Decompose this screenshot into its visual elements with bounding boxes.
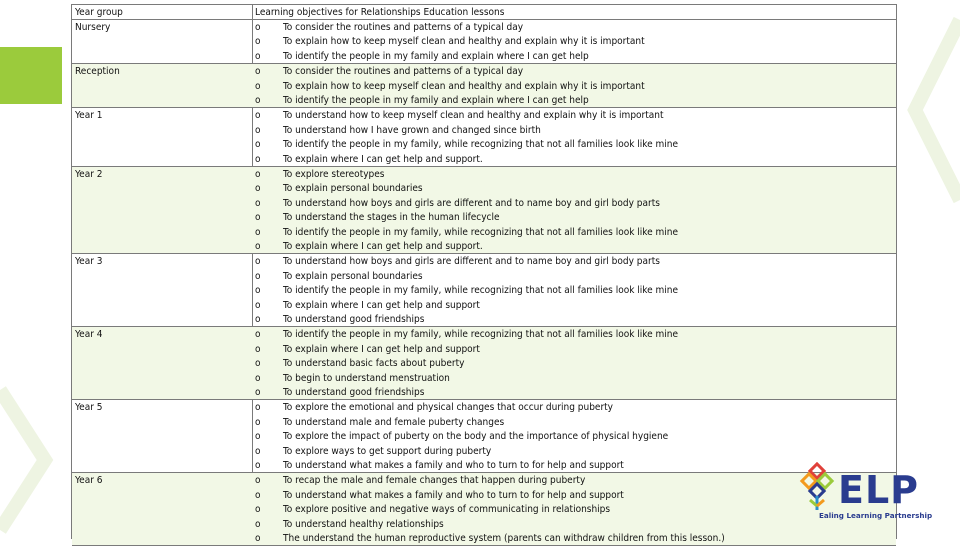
- objective-text: To explain where I can get help and support: [283, 299, 480, 311]
- objective-text: To explore the impact of puberty on the body and the importance of physical hygiene: [283, 431, 669, 443]
- bullet-marker: o: [255, 343, 261, 355]
- bullet-marker: o: [255, 285, 261, 297]
- objective-item: [255, 299, 896, 313]
- bullet-marker: o: [255, 329, 261, 341]
- objective-item: [255, 21, 896, 35]
- table-row: [72, 108, 896, 167]
- bullet-marker: o: [255, 299, 261, 311]
- objective-item: [255, 357, 896, 371]
- objective-text: To explain where I can get help and support.: [283, 153, 483, 165]
- objective-text: To explain personal boundaries: [283, 270, 423, 282]
- bullet-marker: o: [255, 80, 261, 92]
- elp-letters: ELP: [838, 468, 920, 512]
- objective-text: The understand the human reproductive system (parents can withdraw children from this lesson.): [283, 532, 725, 544]
- objective-text: To explore ways to get support during puberty: [283, 445, 492, 457]
- bullet-marker: o: [255, 94, 261, 106]
- objective-item: [255, 138, 896, 152]
- table-row: [72, 167, 896, 254]
- objective-text: To identify the people in my family and explain where I can get help: [283, 50, 589, 62]
- table-row: [72, 254, 896, 327]
- objective-text: To identify the people in my family, while recognizing that not all families look like mine: [283, 329, 679, 341]
- bullet-marker: o: [255, 386, 261, 398]
- header-year-group: Year group: [75, 7, 123, 18]
- year-group-label: Year 5: [75, 402, 103, 414]
- bullet-marker: o: [255, 270, 261, 282]
- objective-text: To understand good friendships: [283, 313, 425, 325]
- objective-item: [255, 197, 896, 211]
- bullet-marker: o: [255, 459, 261, 471]
- objective-text: To understand what makes a family and who to turn to for help and support: [283, 489, 624, 501]
- year-group-label: Year 3: [75, 256, 103, 268]
- objective-text: To explore positive and negative ways of communicating in relationships: [283, 504, 611, 516]
- bullet-marker: o: [255, 183, 261, 195]
- elp-logo: [798, 462, 943, 522]
- objective-text: To identify the people in my family, while recognizing that not all families look like mine: [283, 285, 679, 297]
- objective-item: [255, 50, 896, 64]
- objective-text: To recap the male and female changes that happen during puberty: [283, 475, 586, 487]
- objective-text: To identify the people in my family, while recognizing that not all families look like mine: [283, 139, 679, 151]
- bullet-marker: o: [255, 50, 261, 62]
- objective-text: To explain personal boundaries: [283, 183, 423, 195]
- year-group-label: Year 2: [75, 169, 103, 180]
- bullet-marker: o: [255, 358, 261, 370]
- table-header-row: [72, 5, 896, 20]
- bullet-marker: o: [255, 240, 261, 252]
- objective-text: To understand how boys and girls are different and to name boy and girl body parts: [283, 256, 660, 268]
- objective-item: [255, 328, 896, 342]
- objective-text: To understand the stages in the human lifecycle: [283, 212, 500, 224]
- objective-text: To understand what makes a family and who to turn to for help and support: [283, 459, 624, 471]
- bullet-marker: o: [255, 256, 261, 268]
- objective-item: [255, 386, 896, 400]
- objective-text: To identify the people in my family, while recognizing that not all families look like mine: [283, 226, 679, 238]
- bullet-marker: o: [255, 313, 261, 325]
- objective-item: [255, 35, 896, 49]
- bullet-marker: o: [255, 431, 261, 443]
- objective-item: [255, 240, 896, 254]
- green-accent-square: [0, 47, 62, 104]
- objective-item: [255, 255, 896, 269]
- objective-text: To explain where I can get help and support: [283, 343, 480, 355]
- objective-item: [255, 182, 896, 196]
- objective-list: [255, 255, 896, 327]
- objective-item: [255, 211, 896, 225]
- objective-text: To understand good friendships: [283, 386, 425, 398]
- bullet-marker: o: [255, 475, 261, 487]
- objective-list: [255, 168, 896, 254]
- year-group-label: Nursery: [75, 22, 111, 33]
- header-learning-objectives: Learning objectives for Relationships Education lessons: [255, 7, 505, 18]
- bullet-marker: o: [255, 212, 261, 224]
- objective-text: To consider the routines and patterns of a typical day: [283, 22, 524, 33]
- bullet-marker: o: [255, 504, 261, 516]
- objective-item: [255, 532, 896, 546]
- objective-item: [255, 284, 896, 298]
- objective-text: To begin to understand menstruation: [283, 372, 450, 384]
- objective-item: [255, 430, 896, 444]
- bullet-marker: o: [255, 124, 261, 136]
- objective-item: [255, 226, 896, 240]
- objective-text: To explain how to keep myself clean and healthy and explain why it is important: [283, 36, 645, 48]
- table-row: [72, 327, 896, 400]
- bullet-marker: o: [255, 169, 261, 180]
- objective-item: [255, 80, 896, 94]
- bullet-marker: o: [255, 489, 261, 501]
- table-row: [72, 64, 896, 108]
- bullet-marker: o: [255, 416, 261, 428]
- objective-text: To explore stereotypes: [283, 169, 385, 180]
- objective-text: To identify the people in my family and explain where I can get help: [283, 94, 589, 106]
- background-chevron-left: [0, 380, 60, 540]
- objective-item: [255, 65, 896, 79]
- objective-list: [255, 109, 896, 167]
- objective-item: [255, 270, 896, 284]
- objective-item: [255, 124, 896, 138]
- bullet-marker: o: [255, 36, 261, 48]
- objective-list: [255, 21, 896, 64]
- background-chevron-right: [900, 0, 960, 220]
- objective-text: To understand how to keep myself clean and healthy and explain why it is important: [283, 110, 664, 122]
- elp-knot-icon: [798, 462, 840, 512]
- objective-item: [255, 94, 896, 108]
- objective-item: [255, 109, 896, 123]
- bullet-marker: o: [255, 22, 261, 33]
- table-row: [72, 20, 896, 64]
- bullet-marker: o: [255, 226, 261, 238]
- bullet-marker: o: [255, 445, 261, 457]
- year-group-label: Reception: [75, 66, 120, 78]
- bullet-marker: o: [255, 518, 261, 530]
- objective-item: [255, 445, 896, 459]
- objective-list: [255, 328, 896, 400]
- table-row: [72, 400, 896, 473]
- objective-item: [255, 343, 896, 357]
- objective-text: To consider the routines and patterns of a typical day: [283, 66, 524, 78]
- objective-text: To explore the emotional and physical changes that occur during puberty: [283, 402, 614, 414]
- objective-item: [255, 401, 896, 415]
- year-group-label: Year 4: [75, 329, 103, 341]
- bullet-marker: o: [255, 66, 261, 78]
- bullet-marker: o: [255, 402, 261, 414]
- bullet-marker: o: [255, 532, 261, 544]
- objective-item: [255, 416, 896, 430]
- objective-item: [255, 372, 896, 386]
- objective-text: To understand how I have grown and changed since birth: [283, 124, 541, 136]
- table-row: [72, 473, 896, 546]
- objective-text: To understand how boys and girls are different and to name boy and girl body parts: [283, 197, 660, 209]
- objective-text: To understand healthy relationships: [283, 518, 444, 530]
- objective-item: [255, 168, 896, 182]
- bullet-marker: o: [255, 153, 261, 165]
- objective-text: To understand male and female puberty changes: [283, 416, 505, 428]
- objective-text: To explain how to keep myself clean and healthy and explain why it is important: [283, 80, 645, 92]
- objective-text: To explain where I can get help and support.: [283, 240, 483, 252]
- bullet-marker: o: [255, 110, 261, 122]
- elp-subtitle: Ealing Learning Partnership: [819, 511, 933, 520]
- bullet-marker: o: [255, 139, 261, 151]
- objective-list: [255, 65, 896, 108]
- year-group-label: Year 1: [75, 110, 103, 122]
- bullet-marker: o: [255, 372, 261, 384]
- bullet-marker: o: [255, 197, 261, 209]
- objectives-table: [71, 4, 897, 544]
- objective-text: To understand basic facts about puberty: [283, 358, 465, 370]
- objective-item: [255, 313, 896, 327]
- objective-item: [255, 153, 896, 167]
- year-group-label: Year 6: [75, 475, 103, 487]
